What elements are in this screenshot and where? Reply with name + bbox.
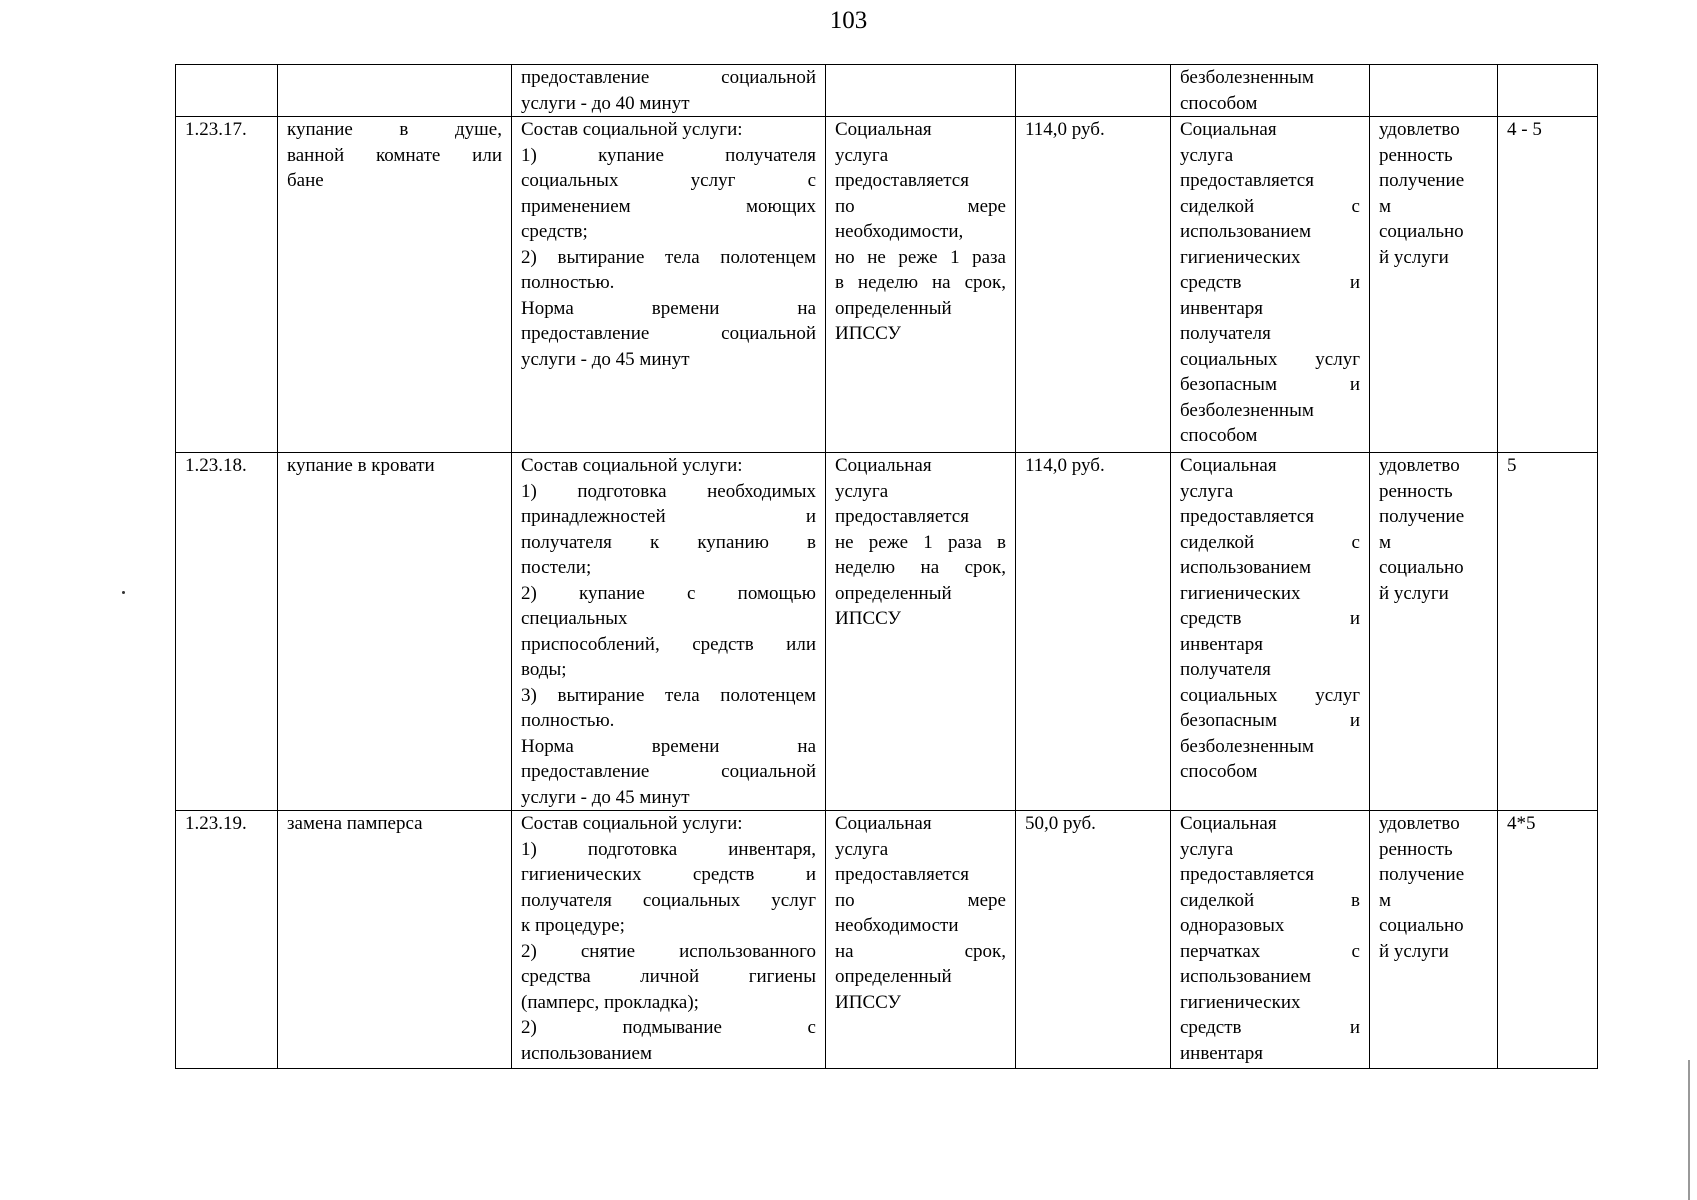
service-quality-cell [1370,811,1498,1069]
cell-text-line: й услуги [1379,582,1449,604]
cell-text-line: 1.23.18. [185,455,247,476]
cell-text-line: замена памперса [287,813,423,834]
cell-text-line: ренность [1379,838,1453,860]
cell-text-line: применением моющих [521,195,816,217]
cell-text-line: средств и [1180,608,1360,629]
service-composition-cell [512,117,826,453]
cell-text-line: инвентаря [1180,297,1264,319]
cell-text-line: Социальная [1180,119,1277,140]
table-row [176,811,1598,1069]
cell-text-line: одноразовых [1180,915,1285,936]
cell-text-line: услуга [835,144,889,166]
cell-text-line: купание в душе, [287,119,502,140]
cell-text-line: Норма времени на [521,735,816,757]
cell-text-line: удовлетво [1379,813,1460,834]
cell-text-line: 1) купание получателя [521,144,816,166]
cell-text-line: услуги - до 45 минут [521,786,690,808]
service-frequency-cell [826,453,1016,811]
cell-text-line: 50,0 руб. [1025,813,1096,834]
cell-text-line: социально [1379,221,1464,242]
service-name-cell [278,117,512,453]
cell-text-line: специальных [521,608,628,629]
service-composition-cell [512,65,826,117]
service-conditions-cell [1171,811,1370,1069]
table-row [176,453,1598,811]
cell-text-line: ИПССУ [835,991,901,1013]
cell-text-line: принадлежностей и [521,506,816,527]
cell-text-line: способом [1180,425,1258,446]
cell-text-line: 1) подготовка необходимых [521,480,816,502]
cell-text-line: услуга [1180,480,1234,502]
cell-text-line: гигиенических [1180,582,1301,604]
cell-text-line: 114,0 руб. [1025,119,1105,140]
service-rating-cell [1498,65,1598,117]
cell-text-line: Состав социальной услуги: [521,455,743,476]
cell-text-line: Норма времени на [521,297,816,319]
cell-text-line: удовлетво [1379,455,1460,476]
service-frequency-cell [826,65,1016,117]
cell-text-line: не реже 1 раза в [835,531,1006,553]
cell-text-line: ванной комнате или [287,144,502,166]
cell-text-line: безболезненным [1180,735,1314,757]
service-code-cell [176,117,278,453]
cell-text-line: безболезненным [1180,67,1314,88]
cell-text-line: предоставляется [835,864,969,885]
services-table [175,64,1598,1069]
service-frequency-cell [826,811,1016,1069]
service-name-cell [278,65,512,117]
cell-text-line: получателя [1180,659,1271,680]
service-conditions-cell [1171,453,1370,811]
cell-text-line: получение [1379,506,1465,527]
cell-text-line: ренность [1379,480,1453,502]
cell-text-line: предоставляется [835,506,969,527]
cell-text-line: безопасным и [1180,710,1360,731]
cell-text-line: м [1379,195,1392,217]
cell-text-line: определенный [835,966,952,987]
cell-text-line: 3) вытирание тела полотенцем [521,684,816,706]
service-name-cell [278,453,512,811]
service-rating-cell [1498,453,1598,811]
cell-text-line: 2) снятие использованного [521,940,816,962]
cell-text-line: гигиенических [1180,991,1301,1013]
cell-text-line: 2) подмывание с [521,1017,816,1038]
cell-text-line: перчатках с [1180,940,1360,962]
cell-text-line: на срок, [835,940,1006,962]
cell-text-line: средств и [1180,272,1360,293]
cell-text-line: социальных услуг [1180,348,1360,370]
cell-text-line: получение [1379,864,1465,885]
service-quality-cell [1370,117,1498,453]
service-code-cell [176,453,278,811]
cell-text-line: получение [1379,170,1465,191]
cell-text-line: ИПССУ [835,608,901,629]
cell-text-line: использованием [1180,557,1312,578]
cell-text-line: по мере [835,889,1006,911]
cell-text-line: инвентаря [1180,633,1264,655]
cell-text-line: необходимости, [835,221,964,242]
cell-text-line: получателя [1180,323,1271,344]
cell-text-line: воды; [521,659,567,680]
cell-text-line: Социальная [835,119,932,140]
cell-text-line: услуги - до 45 минут [521,348,690,370]
cell-text-line: Состав социальной услуги: [521,119,743,140]
cell-text-line: сиделкой с [1180,195,1360,217]
cell-text-line: получателя к купанию в [521,531,816,553]
cell-text-line: определенный [835,582,952,604]
service-quality-cell [1370,65,1498,117]
cell-text-line: определенный [835,297,952,319]
service-composition-cell [512,453,826,811]
cell-text-line: Состав социальной услуги: [521,813,743,834]
cell-text-line: м [1379,531,1392,553]
service-conditions-cell [1171,65,1370,117]
cell-text-line: Социальная [1180,813,1277,834]
service-name-cell [278,811,512,1069]
cell-text-line: полностью. [521,272,615,293]
cell-text-line: услуги - до 40 минут [521,92,690,114]
table-row [176,117,1598,453]
service-rating-cell [1498,811,1598,1069]
cell-text-line: социальных услуг [1180,684,1360,706]
cell-text-line: предоставление социальной [521,67,816,88]
cell-text-line: (памперс, прокладка); [521,991,699,1013]
cell-text-line: й услуги [1379,246,1449,268]
page-number: 103 [829,7,868,34]
cell-text-line: услуга [1180,838,1234,860]
cell-text-line: 1) подготовка инвентаря, [521,838,816,860]
cell-text-line: ренность [1379,144,1453,166]
cell-text-line: 114,0 руб. [1025,455,1105,476]
cell-text-line: приспособлений, средств или [521,633,816,655]
cell-text-line: гигиенических средств и [521,864,816,885]
service-quality-cell [1370,453,1498,811]
cell-text-line: неделю на срок, [835,557,1006,578]
table-row [176,65,1598,117]
service-price-cell [1016,453,1171,811]
cell-text-line: 1.23.17. [185,119,247,140]
service-price-cell [1016,65,1171,117]
cell-text-line: безопасным и [1180,374,1360,395]
cell-text-line: бане [287,170,324,191]
cell-text-line: полностью. [521,710,615,731]
cell-text-line: необходимости [835,915,959,936]
cell-text-line: предоставляется [1180,864,1314,885]
cell-text-line: 1.23.19. [185,813,247,834]
cell-text-line: способом [1180,761,1258,782]
cell-text-line: по мере [835,195,1006,217]
cell-text-line: 5 [1507,455,1517,476]
service-code-cell [176,811,278,1069]
service-price-cell [1016,811,1171,1069]
cell-text-line: безболезненным [1180,399,1314,421]
cell-text-line: предоставление социальной [521,323,816,344]
service-composition-cell [512,811,826,1069]
cell-text-line: постели; [521,557,592,578]
service-frequency-cell [826,117,1016,453]
cell-text-line: услуга [835,480,889,502]
cell-text-line: получателя социальных услуг [521,889,816,911]
cell-text-line: средства личной гигиены [521,966,816,987]
cell-text-line: но не реже 1 раза [835,246,1006,268]
cell-text-line: Социальная [835,455,932,476]
cell-text-line: м [1379,889,1392,911]
cell-text-line: услуга [835,838,889,860]
service-code-cell [176,65,278,117]
cell-text-line: предоставление социальной [521,761,816,782]
cell-text-line: Социальная [835,813,932,834]
cell-text-line: социально [1379,557,1464,578]
scan-speck [122,591,125,594]
cell-text-line: купание в кровати [287,455,435,476]
service-conditions-cell [1171,117,1370,453]
cell-text-line: сиделкой с [1180,531,1360,553]
cell-text-line: средств и [1180,1017,1360,1038]
cell-text-line: к процедуре; [521,915,625,936]
cell-text-line: использованием [1180,966,1312,987]
cell-text-line: услуга [1180,144,1234,166]
cell-text-line: средств; [521,221,588,242]
cell-text-line: гигиенических [1180,246,1301,268]
cell-text-line: й услуги [1379,940,1449,962]
cell-text-line: предоставляется [835,170,969,191]
scan-edge-line [1688,1060,1690,1200]
cell-text-line: 2) вытирание тела полотенцем [521,246,816,268]
cell-text-line: Социальная [1180,455,1277,476]
service-rating-cell [1498,117,1598,453]
cell-text-line: удовлетво [1379,119,1460,140]
cell-text-line: ИПССУ [835,323,901,344]
cell-text-line: использованием [1180,221,1312,242]
cell-text-line: 2) купание с помощью [521,582,816,604]
cell-text-line: предоставляется [1180,170,1314,191]
cell-text-line: социальных услуг с [521,170,816,191]
cell-text-line: предоставляется [1180,506,1314,527]
cell-text-line: использованием [521,1042,653,1064]
cell-text-line: в неделю на срок, [835,272,1006,293]
cell-text-line: 4 - 5 [1507,119,1542,140]
cell-text-line: сиделкой в [1180,889,1360,911]
cell-text-line: инвентаря [1180,1042,1264,1064]
service-price-cell [1016,117,1171,453]
cell-text-line: 4*5 [1507,813,1536,834]
cell-text-line: способом [1180,92,1258,114]
cell-text-line: социально [1379,915,1464,936]
